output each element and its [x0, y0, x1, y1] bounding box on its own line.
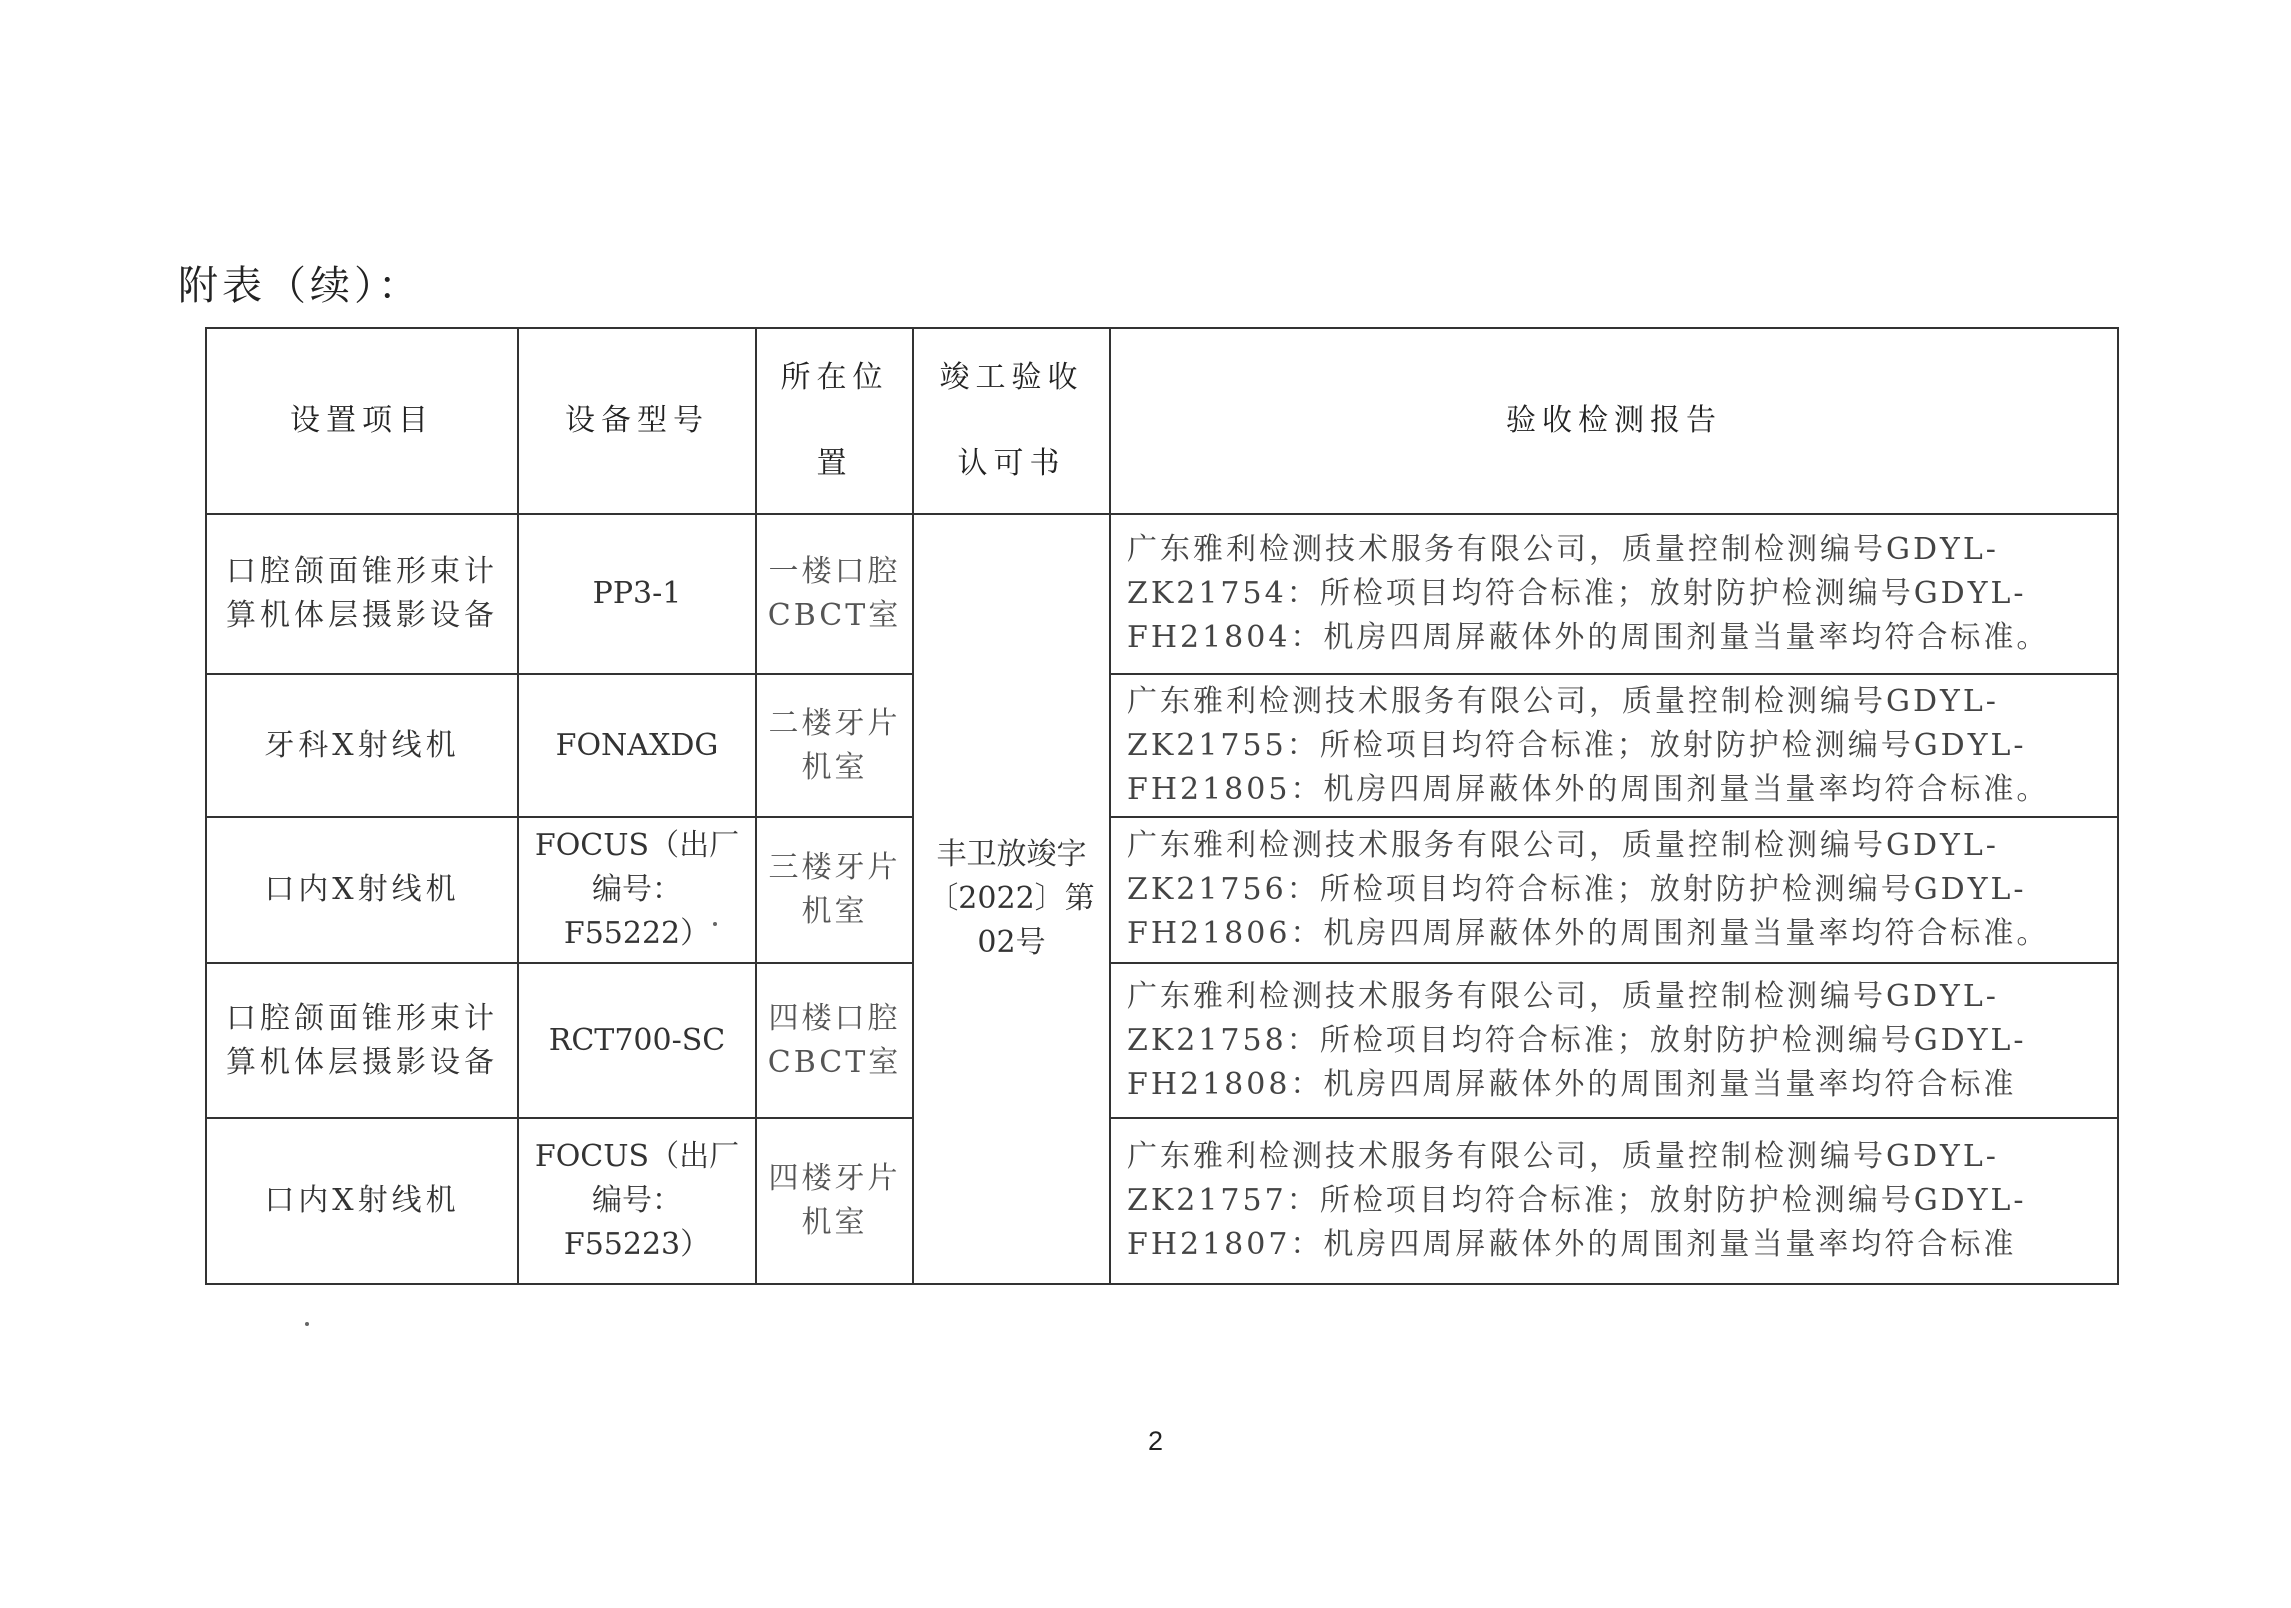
row-model: RCT700-SC [518, 963, 756, 1118]
header-report: 验收检测报告 [1110, 328, 2118, 514]
row-item: 口腔颌面锥形束计算机体层摄影设备 [206, 514, 518, 674]
table-row [206, 514, 2118, 674]
row-report: 广东雅利检测技术服务有限公司，质量控制检测编号GDYL-ZK21758：所检项目均符合标准；放射防护检测编号GDYL-FH21808：机房四周屏蔽体外的周围剂量当量率均符合标准 [1110, 963, 2118, 1118]
scan-speck [305, 1322, 309, 1326]
table-row [206, 817, 2118, 963]
row-location: 四楼口腔CBCT室 [756, 963, 913, 1118]
row-report: 广东雅利检测技术服务有限公司，质量控制检测编号GDYL-ZK21757：所检项目均符合标准；放射防护检测编号GDYL-FH21807：机房四周屏蔽体外的周围剂量当量率均符合标准 [1110, 1118, 2118, 1284]
row-item: 口内X射线机 [206, 1118, 518, 1284]
row-location: 一楼口腔CBCT室 [756, 514, 913, 674]
row-location: 二楼牙片机室 [756, 674, 913, 817]
table-row [206, 963, 2118, 1118]
table-row [206, 674, 2118, 817]
license-cell: 丰卫放竣字〔2022〕第02号 [913, 514, 1110, 1284]
header-item: 设置项目 [206, 328, 518, 514]
row-report: 广东雅利检测技术服务有限公司，质量控制检测编号GDYL-ZK21756：所检项目均符合标准；放射防护检测编号GDYL-FH21806：机房四周屏蔽体外的周围剂量当量率均符合标准。 [1110, 817, 2118, 963]
row-report: 广东雅利检测技术服务有限公司，质量控制检测编号GDYL-ZK21755：所检项目均符合标准；放射防护检测编号GDYL-FH21805：机房四周屏蔽体外的周围剂量当量率均符合标准。 [1110, 674, 2118, 817]
equipment-table [205, 327, 2119, 1285]
row-location: 三楼牙片机室 [756, 817, 913, 963]
page-number: 2 [1148, 1426, 1164, 1456]
row-model: FOCUS（出厂编号：F55223） [518, 1118, 756, 1284]
header-location: 所在位置 [756, 328, 913, 514]
row-item: 口腔颌面锥形束计算机体层摄影设备 [206, 963, 518, 1118]
row-location: 四楼牙片机室 [756, 1118, 913, 1284]
page-heading: 附表（续）： [178, 263, 422, 309]
table-row [206, 1118, 2118, 1284]
row-model: PP3-1 [518, 514, 756, 674]
row-report: 广东雅利检测技术服务有限公司，质量控制检测编号GDYL-ZK21754：所检项目均符合标准；放射防护检测编号GDYL-FH21804：机房四周屏蔽体外的周围剂量当量率均符合标准。 [1110, 514, 2118, 674]
header-model: 设备型号 [518, 328, 756, 514]
row-model: FONAXDG [518, 674, 756, 817]
row-item: 口内X射线机 [206, 817, 518, 963]
scan-speck [713, 922, 717, 926]
table-header-row [206, 328, 2118, 514]
row-model: FOCUS（出厂编号：F55222） [518, 817, 756, 963]
row-item: 牙科X射线机 [206, 674, 518, 817]
header-license: 竣工验收认可书 [913, 328, 1110, 514]
